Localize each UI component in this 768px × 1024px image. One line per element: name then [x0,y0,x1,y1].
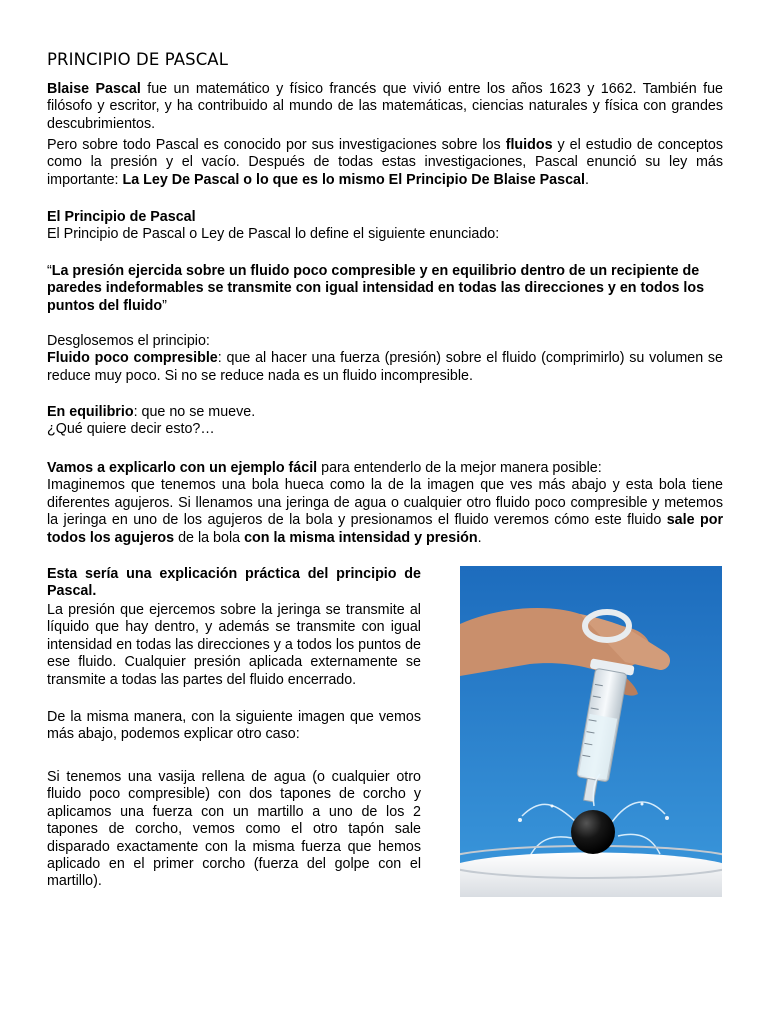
example-body-2: de la bola [174,529,245,546]
intro-text-2a: Pero sobre todo Pascal es conocido por sus investigaciones sobre los [47,137,506,153]
quote-paragraph [47,263,723,315]
def-fluid: : que al hacer una fuerza (presión) sobre el fluido (comprimirlo) su volumen se reduce muy poco. Si no se reduce nada es un fluido incompresible. [47,350,723,384]
syringe-ball-illustration [460,566,722,897]
section-line: El Principio de Pascal o Ley de Pascal lo define el siguiente enunciado: [47,226,500,243]
equilibrium-paragraph [47,404,723,439]
syringe-ball-photo [460,566,722,897]
name-bold: Blaise Pascal [47,81,141,97]
intro-text-1: fue un matemático y físico francés que vivió entre los años 1623 y 1662. También fue filósofo y escritor, y ha contribuido al mundo de las matemáticas, ciencias naturales y física con grandes descubrimientos. [47,81,723,132]
intro-paragraph-2 [47,137,723,189]
quote-close: ” [162,297,167,314]
example-end: . [477,529,482,546]
example-lead-rest: para entenderlo de la mejor manera posible: [317,460,602,476]
question-line: ¿Qué quiere decir esto?… [47,421,215,438]
intro-dot: . [584,171,589,188]
intro-text-2b: y el estudio de conceptos como la presión y el vacío. Después de todas estas investigaciones, Pascal enunció su ley más importante: [47,137,723,188]
example-bold-1: sale por todos los agujeros [47,512,724,546]
practical-text: La presión que ejercemos sobre la jeringa se transmite al líquido que hay dentro, y además se transmite con igual intensidad en todas las direcciones y a todos los puntos de ese fluido. Cualquier presión aplicada externamente se transmite a todas las partes del fluido encerrado. [47,602,421,688]
example-bold-2: con la misma intensidad y presión [244,529,478,546]
term-fluid: Fluido poco compresible [47,350,218,367]
section-principle [47,209,723,244]
practical-heading-text: Esta sería una explicación práctica del principio de Pascal. [47,566,421,600]
fluidos-bold: fluidos [505,137,553,153]
def-equilibrium: : que no se mueve. [133,404,256,420]
term-equilibrium: En equilibrio [47,404,134,420]
intro-paragraph [47,81,723,133]
breakdown-intro: Desglosemos el principio: [47,333,210,349]
breakdown-paragraph [47,333,723,385]
law-bold: La Ley De Pascal o lo que es lo mismo El Principio De Blaise Pascal [122,171,585,188]
page-title: PRINCIPIO DE PASCAL [47,50,228,69]
example-body-1: Imaginemos que tenemos una bola hueca como la de la imagen que ves más abajo y esta bola tiene diferentes agujeros. Si llenamos una jeringa de agua o cualquier otro fluido poco compresible y metemos la jeringa en uno de los agujeros de la bola y presionamos el fluido veremos cómo este fluido [47,477,723,529]
example-lead-bold: Vamos a explicarlo con un ejemplo fácil [47,460,318,476]
example-paragraph [47,460,723,547]
quote-text: La presión ejercida sobre un fluido poco compresible y en equilibrio dentro de un recipiente de paredes indeformables se transmite con igual intensidad en todas las direcciones y en todos los puntos del fluido [47,263,705,314]
same-way-text: De la misma manera, con la siguiente imagen que vemos más abajo, podemos explicar otro caso: [47,709,421,743]
hollow-ball [571,810,615,854]
practical-heading [47,566,421,601]
vessel-text: Si tenemos una vasija rellena de agua (o cualquier otro fluido poco compresible) con dos tapones de corcho y aplicamos una fuerza con un martillo a uno de los 2 tapones de corcho, vemos como el otro tapón sale disparado exactamente con la misma fuerza que hemos aplicado en el primer corcho (fuerza del golpe con el martillo). [47,769,421,890]
quote-open: “ [47,263,52,279]
section-heading: El Principio de Pascal [47,209,196,225]
